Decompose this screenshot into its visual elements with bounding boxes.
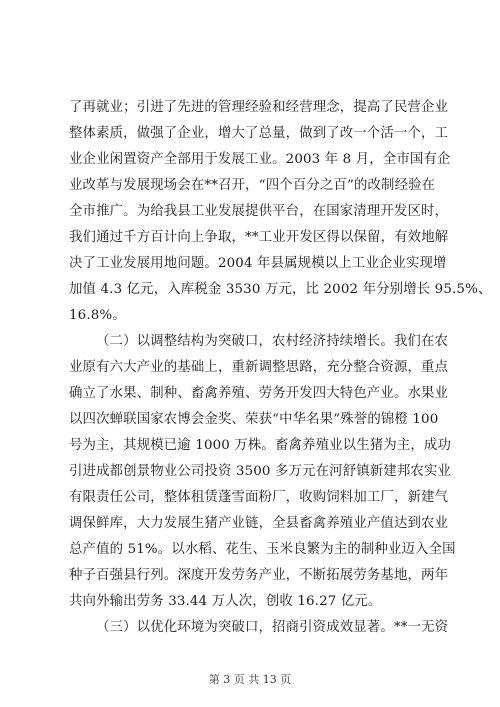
text-line: （二）以调整结构为突破口，农村经济持续增长。我们在农 bbox=[96, 334, 449, 349]
text-line: 业原有六大产业的基础上，重新调整思路，充分整合资源，重点 bbox=[69, 360, 449, 375]
text-line: 全市推广。为给我县工业发展提供平台，在国家清理开发区时， bbox=[69, 204, 449, 219]
text-line: 加值 4.3 亿元，入库税金 3530 万元，比 2002 年分别增长 95.5%、 bbox=[69, 282, 492, 297]
text-line: 整体素质，做强了企业，增大了总量，做到了改一个活一个，工 bbox=[69, 126, 449, 141]
text-line: 引进成都创景物业公司投资 3500 多万元在河舒镇新建邦农实业 bbox=[69, 464, 452, 479]
page-footer: 第 3 页 共 13 页 bbox=[208, 673, 292, 686]
text-line: 号为主，其规模已逾 1000 万株。畜禽养殖业以生猪为主，成功 bbox=[69, 438, 452, 453]
text-line: 我们通过千方百计向上争取，**工业开发区得以保留，有效地解 bbox=[69, 230, 449, 245]
text-line: 业改革与发展现场会在**召开，“四个百分之百”的改制经验在 bbox=[69, 178, 436, 193]
text-line: （三）以优化环境为突破口，招商引资成效显著。**一无资 bbox=[96, 620, 449, 635]
text-line: 业企业闲置资产全部用于发展工业。2003 年 8 月，全市国有企 bbox=[69, 152, 451, 167]
text-line: 16.8%。 bbox=[69, 308, 126, 323]
text-line: 调保鲜库，大力发展生猪产业链，全县畜禽养殖业产值达到农业 bbox=[69, 516, 449, 531]
text-line: 种子百强县行列。深度开发劳务产业，不断拓展劳务基地，两年 bbox=[69, 568, 449, 583]
text-line: 了再就业；引进了先进的管理经验和经营理念，提高了民营企业 bbox=[69, 100, 449, 115]
text-line: 确立了水果、制种、畜禽养殖、劳务开发四大特色产业。水果业 bbox=[69, 386, 449, 401]
body-text bbox=[69, 95, 492, 641]
text-line: 决了工业发展用地问题。2004 年县属规模以上工业企业实现增 bbox=[69, 256, 447, 271]
text-line: 总产值的 51%。以水稻、花生、玉米良繁为主的制种业迈入全国 bbox=[69, 542, 456, 557]
text-line: 共向外输出劳务 33.44 万人次，创收 16.27 亿元。 bbox=[69, 594, 382, 609]
text-line: 以四次蝉联国家农博会金奖、荣获“中华名果”殊誉的锦橙 100 bbox=[69, 412, 439, 427]
text-line: 有限责任公司，整体租赁蓬雪面粉厂，收购饲料加工厂，新建气 bbox=[69, 490, 449, 505]
